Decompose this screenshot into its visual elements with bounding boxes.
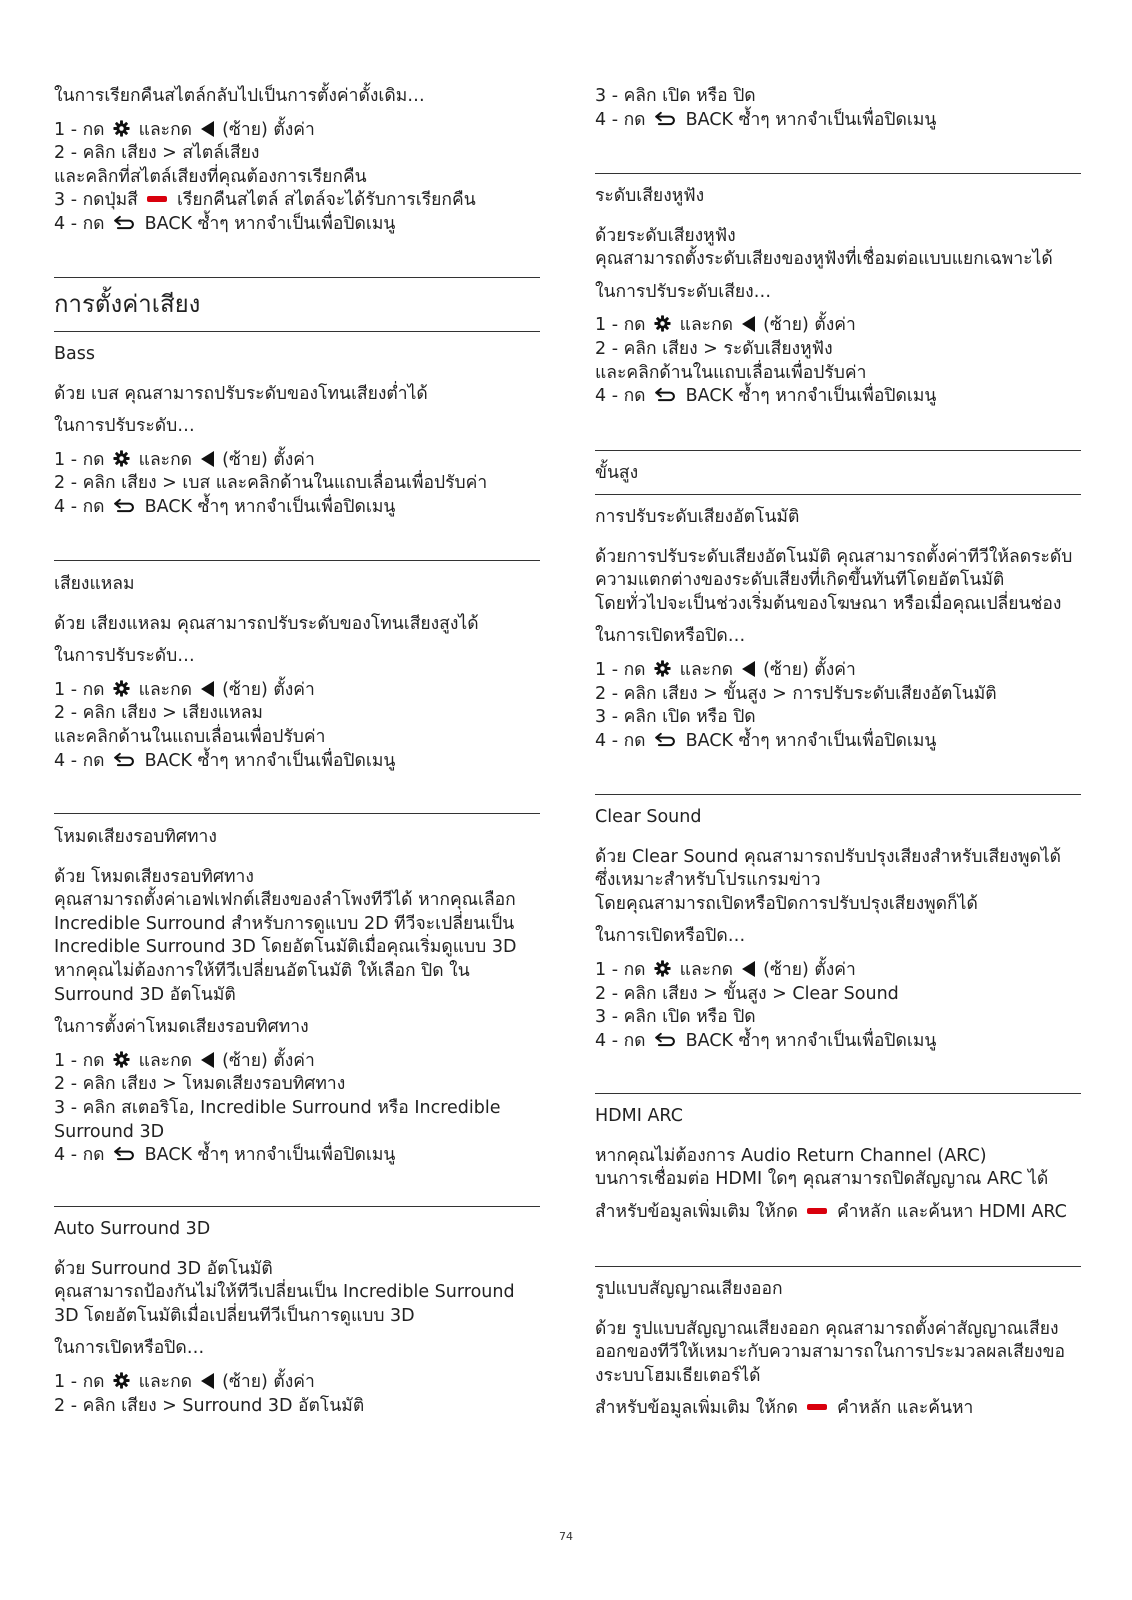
- headphone-block: [595, 185, 1075, 409]
- left-arrow-icon: [201, 681, 214, 697]
- auto-volume-step1: 1 - กด และกด (ซ้าย) ตั้งค่า: [595, 659, 1075, 683]
- clear-sound-step1: 1 - กด และกด (ซ้าย) ตั้งค่า: [595, 959, 1075, 983]
- surround-mode-step3b: Surround 3D: [54, 1121, 165, 1142]
- surround-mode-howto: ในการตั้งค่าโหมดเสียงรอบทิศทาง: [54, 1017, 309, 1038]
- gear-icon: [113, 1372, 130, 1389]
- auto-volume-step4: 4 - กด BACK ซ้ำๆ หากจำเป็นเพื่อปิดเมนู: [595, 730, 937, 751]
- back-icon: [654, 387, 677, 402]
- headphone-step3: 4 - กด BACK ซ้ำๆ หากจำเป็นเพื่อปิดเมนู: [595, 386, 937, 407]
- desc-line: งระบบโฮมเธียเตอร์ได้: [595, 1365, 761, 1386]
- treble-step2b: และคลิกด้านในแถบเลื่อนเพื่อปรับค่า: [54, 726, 326, 747]
- auto-surround-step4: 4 - กด BACK ซ้ำๆ หากจำเป็นเพื่อปิดเมนู: [595, 109, 937, 130]
- desc-line: ซึ่งเหมาะสำหรับโปรแกรมข่าว: [595, 870, 821, 891]
- desc-line: ด้วย Clear Sound คุณสามารถปรับปรุงเสียงสำหรับเสียงพูดได้: [595, 846, 1062, 867]
- hdmi-arc-more: สำหรับข้อมูลเพิ่มเติม ให้กด คำหลัก และค้นหา HDMI ARC: [595, 1201, 1067, 1222]
- gear-icon: [654, 315, 671, 332]
- bass-howto: ในการปรับระดับ…: [54, 416, 195, 437]
- desc-line: คุณสามารถป้องกันไม่ให้ทีวีเปลี่ยนเป็น Incredible Surround: [54, 1282, 515, 1303]
- style-reset-step3: 3 - กดปุ่มสี เรียกคืนสไตล์ สไตล์จะได้รับการเรียกคืน: [54, 190, 476, 211]
- left-arrow-icon: [742, 961, 755, 977]
- desc-line: โดยทั่วไปจะเป็นช่วงเริ่มต้นของโฆษณา หรือเมื่อคุณเปลี่ยนช่อง: [595, 593, 1062, 614]
- headphone-step1: 1 - กด และกด (ซ้าย) ตั้งค่า: [595, 314, 1075, 338]
- auto-surround-continued: [595, 85, 1075, 132]
- back-icon: [113, 1146, 136, 1161]
- desc-line: หากคุณไม่ต้องการ Audio Return Channel (ARC): [595, 1145, 987, 1166]
- desc-line: ออกของทีวีให้เหมาะกับความสามารถในการประมวลผลเสียงขอ: [595, 1342, 1066, 1363]
- left-arrow-icon: [201, 451, 214, 467]
- desc-line: โดยคุณสามารถเปิดหรือปิดการปรับปรุงเสียงพูดก็ได้: [595, 893, 978, 914]
- left-arrow-icon: [742, 316, 755, 332]
- gear-icon: [113, 680, 130, 697]
- divider: [54, 331, 540, 332]
- headphone-desc: [595, 225, 1075, 272]
- desc-line: ด้วย โหมดเสียงรอบทิศทาง: [54, 866, 254, 887]
- desc-line: ด้วยระดับเสียงหูฟัง: [595, 225, 736, 246]
- hdmi-arc-title: HDMI ARC: [595, 1106, 683, 1126]
- desc-line: บนการเชื่อมต่อ HDMI ใดๆ คุณสามารถปิดสัญญาณ ARC ได้: [595, 1169, 1049, 1190]
- auto-volume-desc: [595, 546, 1075, 617]
- auto-surround-howto: ในการเปิดหรือปิด…: [54, 1338, 205, 1359]
- desc-line: คุณสามารถตั้งระดับเสียงของหูฟังที่เชื่อมต่อแบบแยกเฉพาะได้: [595, 249, 1053, 270]
- gear-icon: [654, 960, 671, 977]
- divider: [54, 1206, 540, 1207]
- clear-sound-howto: ในการเปิดหรือปิด…: [595, 926, 746, 947]
- desc-line: ความแตกต่างของระดับเสียงที่เกิดขึ้นทันทีโดยอัตโนมัติ: [595, 570, 1005, 591]
- surround-mode-desc: [54, 866, 534, 1008]
- style-reset-intro: ในการเรียกคืนสไตล์กลับไปเป็นการตั้งค่าดั้งเดิม…: [54, 86, 425, 106]
- surround-mode-step1: 1 - กด และกด (ซ้าย) ตั้งค่า: [54, 1050, 534, 1074]
- red-key-icon: [147, 196, 167, 202]
- treble-desc: ด้วย เสียงแหลม คุณสามารถปรับระดับของโทนเสียงสูงได้: [54, 613, 479, 634]
- gear-icon: [113, 1051, 130, 1068]
- style-reset-step1: 1 - กด และกด (ซ้าย) ตั้งค่า: [54, 119, 534, 143]
- red-key-icon: [807, 1208, 827, 1214]
- desc-line: Incredible Surround 3D โดยอัตโนมัติเมื่อคุณเริ่มดูแบบ 3D: [54, 937, 517, 958]
- hdmi-arc-desc: [595, 1145, 1075, 1192]
- surround-mode-step2: 2 - คลิก เสียง > โหมดเสียงรอบทิศทาง: [54, 1074, 346, 1095]
- style-reset-block: [54, 85, 534, 237]
- clear-sound-title: Clear Sound: [595, 807, 702, 827]
- surround-mode-block: [54, 826, 534, 1168]
- back-icon: [654, 732, 677, 747]
- clear-sound-step3: 3 - คลิก เปิด หรือ ปิด: [595, 1007, 756, 1028]
- auto-surround-step3: 3 - คลิก เปิด หรือ ปิด: [595, 86, 756, 106]
- page-number: 74: [559, 1530, 573, 1543]
- headphone-step2b: และคลิกด้านในแถบเลื่อนเพื่อปรับค่า: [595, 362, 867, 383]
- divider: [595, 494, 1081, 495]
- bass-step1: 1 - กด และกด (ซ้าย) ตั้งค่า: [54, 449, 534, 473]
- surround-mode-step3: 3 - คลิก สเตอริโอ, Incredible Surround หรือ Incredible: [54, 1097, 501, 1118]
- auto-volume-step2: 2 - คลิก เสียง > ขั้นสูง > การปรับระดับเสียงอัตโนมัติ: [595, 683, 997, 704]
- auto-surround-block: [54, 1218, 534, 1418]
- back-icon: [113, 498, 136, 513]
- left-arrow-icon: [201, 121, 214, 137]
- auto-volume-howto: ในการเปิดหรือปิด…: [595, 626, 746, 647]
- desc-line: ด้วย Surround 3D อัตโนมัติ: [54, 1258, 273, 1279]
- bass-step2: 2 - คลิก เสียง > เบส และคลิกด้านในแถบเลื่อนเพื่อปรับค่า: [54, 473, 488, 494]
- bass-desc: ด้วย เบส คุณสามารถปรับระดับของโทนเสียงต่ำได้: [54, 383, 428, 404]
- back-icon: [654, 111, 677, 126]
- bass-step3: 4 - กด BACK ซ้ำๆ หากจำเป็นเพื่อปิดเมนู: [54, 496, 396, 517]
- divider: [595, 794, 1081, 795]
- back-icon: [113, 215, 136, 230]
- desc-line: ด้วยการปรับระดับเสียงอัตโนมัติ คุณสามารถตั้งค่าทีวีให้ลดระดับ: [595, 546, 1073, 567]
- auto-volume-step3: 3 - คลิก เปิด หรือ ปิด: [595, 707, 756, 728]
- surround-mode-step4: 4 - กด BACK ซ้ำๆ หากจำเป็นเพื่อปิดเมนู: [54, 1145, 396, 1166]
- advanced-title-wrap: [595, 462, 1075, 486]
- audio-out-title: รูปแบบสัญญาณเสียงออก: [595, 1279, 783, 1299]
- divider: [54, 813, 540, 814]
- headphone-title: ระดับเสียงหูฟัง: [595, 186, 705, 206]
- gear-icon: [113, 450, 130, 467]
- bass-block: [54, 343, 534, 520]
- desc-line: Surround 3D อัตโนมัติ: [54, 984, 236, 1005]
- divider: [595, 1093, 1081, 1094]
- audio-out-desc: [595, 1318, 1075, 1389]
- treble-title: เสียงแหลม: [54, 574, 135, 594]
- desc-line: คุณสามารถตั้งค่าเอฟเฟกต์เสียงของลำโพงทีวีได้ หากคุณเลือก: [54, 890, 516, 911]
- desc-line: 3D โดยอัตโนมัติเมื่อเปลี่ยนทีวีเป็นการดูแบบ 3D: [54, 1305, 415, 1326]
- style-reset-step2: 2 - คลิก เสียง > สไตล์เสียง: [54, 143, 260, 164]
- gear-icon: [654, 660, 671, 677]
- clear-sound-desc: [595, 846, 1075, 917]
- desc-line: หากคุณไม่ต้องการให้ทีวีเปลี่ยนอัตโนมัติ ให้เลือก ปิด ใน: [54, 960, 470, 981]
- red-key-icon: [807, 1404, 827, 1410]
- treble-step2: 2 - คลิก เสียง > เสียงแหลม: [54, 703, 263, 724]
- audio-out-block: [595, 1278, 1075, 1421]
- style-reset-step4: 4 - กด BACK ซ้ำๆ หากจำเป็นเพื่อปิดเมนู: [54, 213, 396, 234]
- divider: [595, 1266, 1081, 1267]
- auto-volume-block: [595, 506, 1075, 753]
- advanced-title: ขั้นสูง: [595, 463, 639, 483]
- auto-volume-title: การปรับระดับเสียงอัตโนมัติ: [595, 507, 800, 527]
- bass-title: Bass: [54, 344, 95, 364]
- headphone-step2: 2 - คลิก เสียง > ระดับเสียงหูฟัง: [595, 338, 833, 359]
- section-title-wrap: [54, 289, 534, 319]
- divider: [595, 173, 1081, 174]
- left-arrow-icon: [201, 1373, 214, 1389]
- divider: [54, 560, 540, 561]
- divider: [595, 450, 1081, 451]
- left-arrow-icon: [201, 1052, 214, 1068]
- treble-howto: ในการปรับระดับ…: [54, 646, 195, 667]
- clear-sound-block: [595, 806, 1075, 1053]
- back-icon: [113, 752, 136, 767]
- gear-icon: [113, 120, 130, 137]
- divider: [54, 277, 540, 278]
- headphone-howto: ในการปรับระดับเสียง…: [595, 281, 772, 302]
- auto-surround-step1: 1 - กด และกด (ซ้าย) ตั้งค่า: [54, 1371, 534, 1395]
- audio-out-more: สำหรับข้อมูลเพิ่มเติม ให้กด คำหลัก และค้นหา: [595, 1398, 974, 1419]
- style-reset-step2b: และคลิกที่สไตล์เสียงที่คุณต้องการเรียกคืน: [54, 166, 367, 187]
- auto-surround-title: Auto Surround 3D: [54, 1219, 211, 1239]
- surround-mode-title: โหมดเสียงรอบทิศทาง: [54, 827, 217, 847]
- treble-step1: 1 - กด และกด (ซ้าย) ตั้งค่า: [54, 679, 534, 703]
- left-arrow-icon: [742, 661, 755, 677]
- clear-sound-step2: 2 - คลิก เสียง > ขั้นสูง > Clear Sound: [595, 983, 899, 1004]
- section-title: การตั้งค่าเสียง: [54, 290, 201, 318]
- hdmi-arc-block: [595, 1105, 1075, 1224]
- clear-sound-step4: 4 - กด BACK ซ้ำๆ หากจำเป็นเพื่อปิดเมนู: [595, 1030, 937, 1051]
- back-icon: [654, 1032, 677, 1047]
- treble-step3: 4 - กด BACK ซ้ำๆ หากจำเป็นเพื่อปิดเมนู: [54, 750, 396, 771]
- desc-line: ด้วย รูปแบบสัญญาณเสียงออก คุณสามารถตั้งค่าสัญญาณเสียง: [595, 1318, 1059, 1339]
- auto-surround-desc: [54, 1258, 534, 1329]
- treble-block: [54, 573, 534, 773]
- auto-surround-step2: 2 - คลิก เสียง > Surround 3D อัตโนมัติ: [54, 1395, 365, 1416]
- desc-line: Incredible Surround สำหรับการดูแบบ 2D ทีวีจะเปลี่ยนเป็น: [54, 913, 515, 934]
